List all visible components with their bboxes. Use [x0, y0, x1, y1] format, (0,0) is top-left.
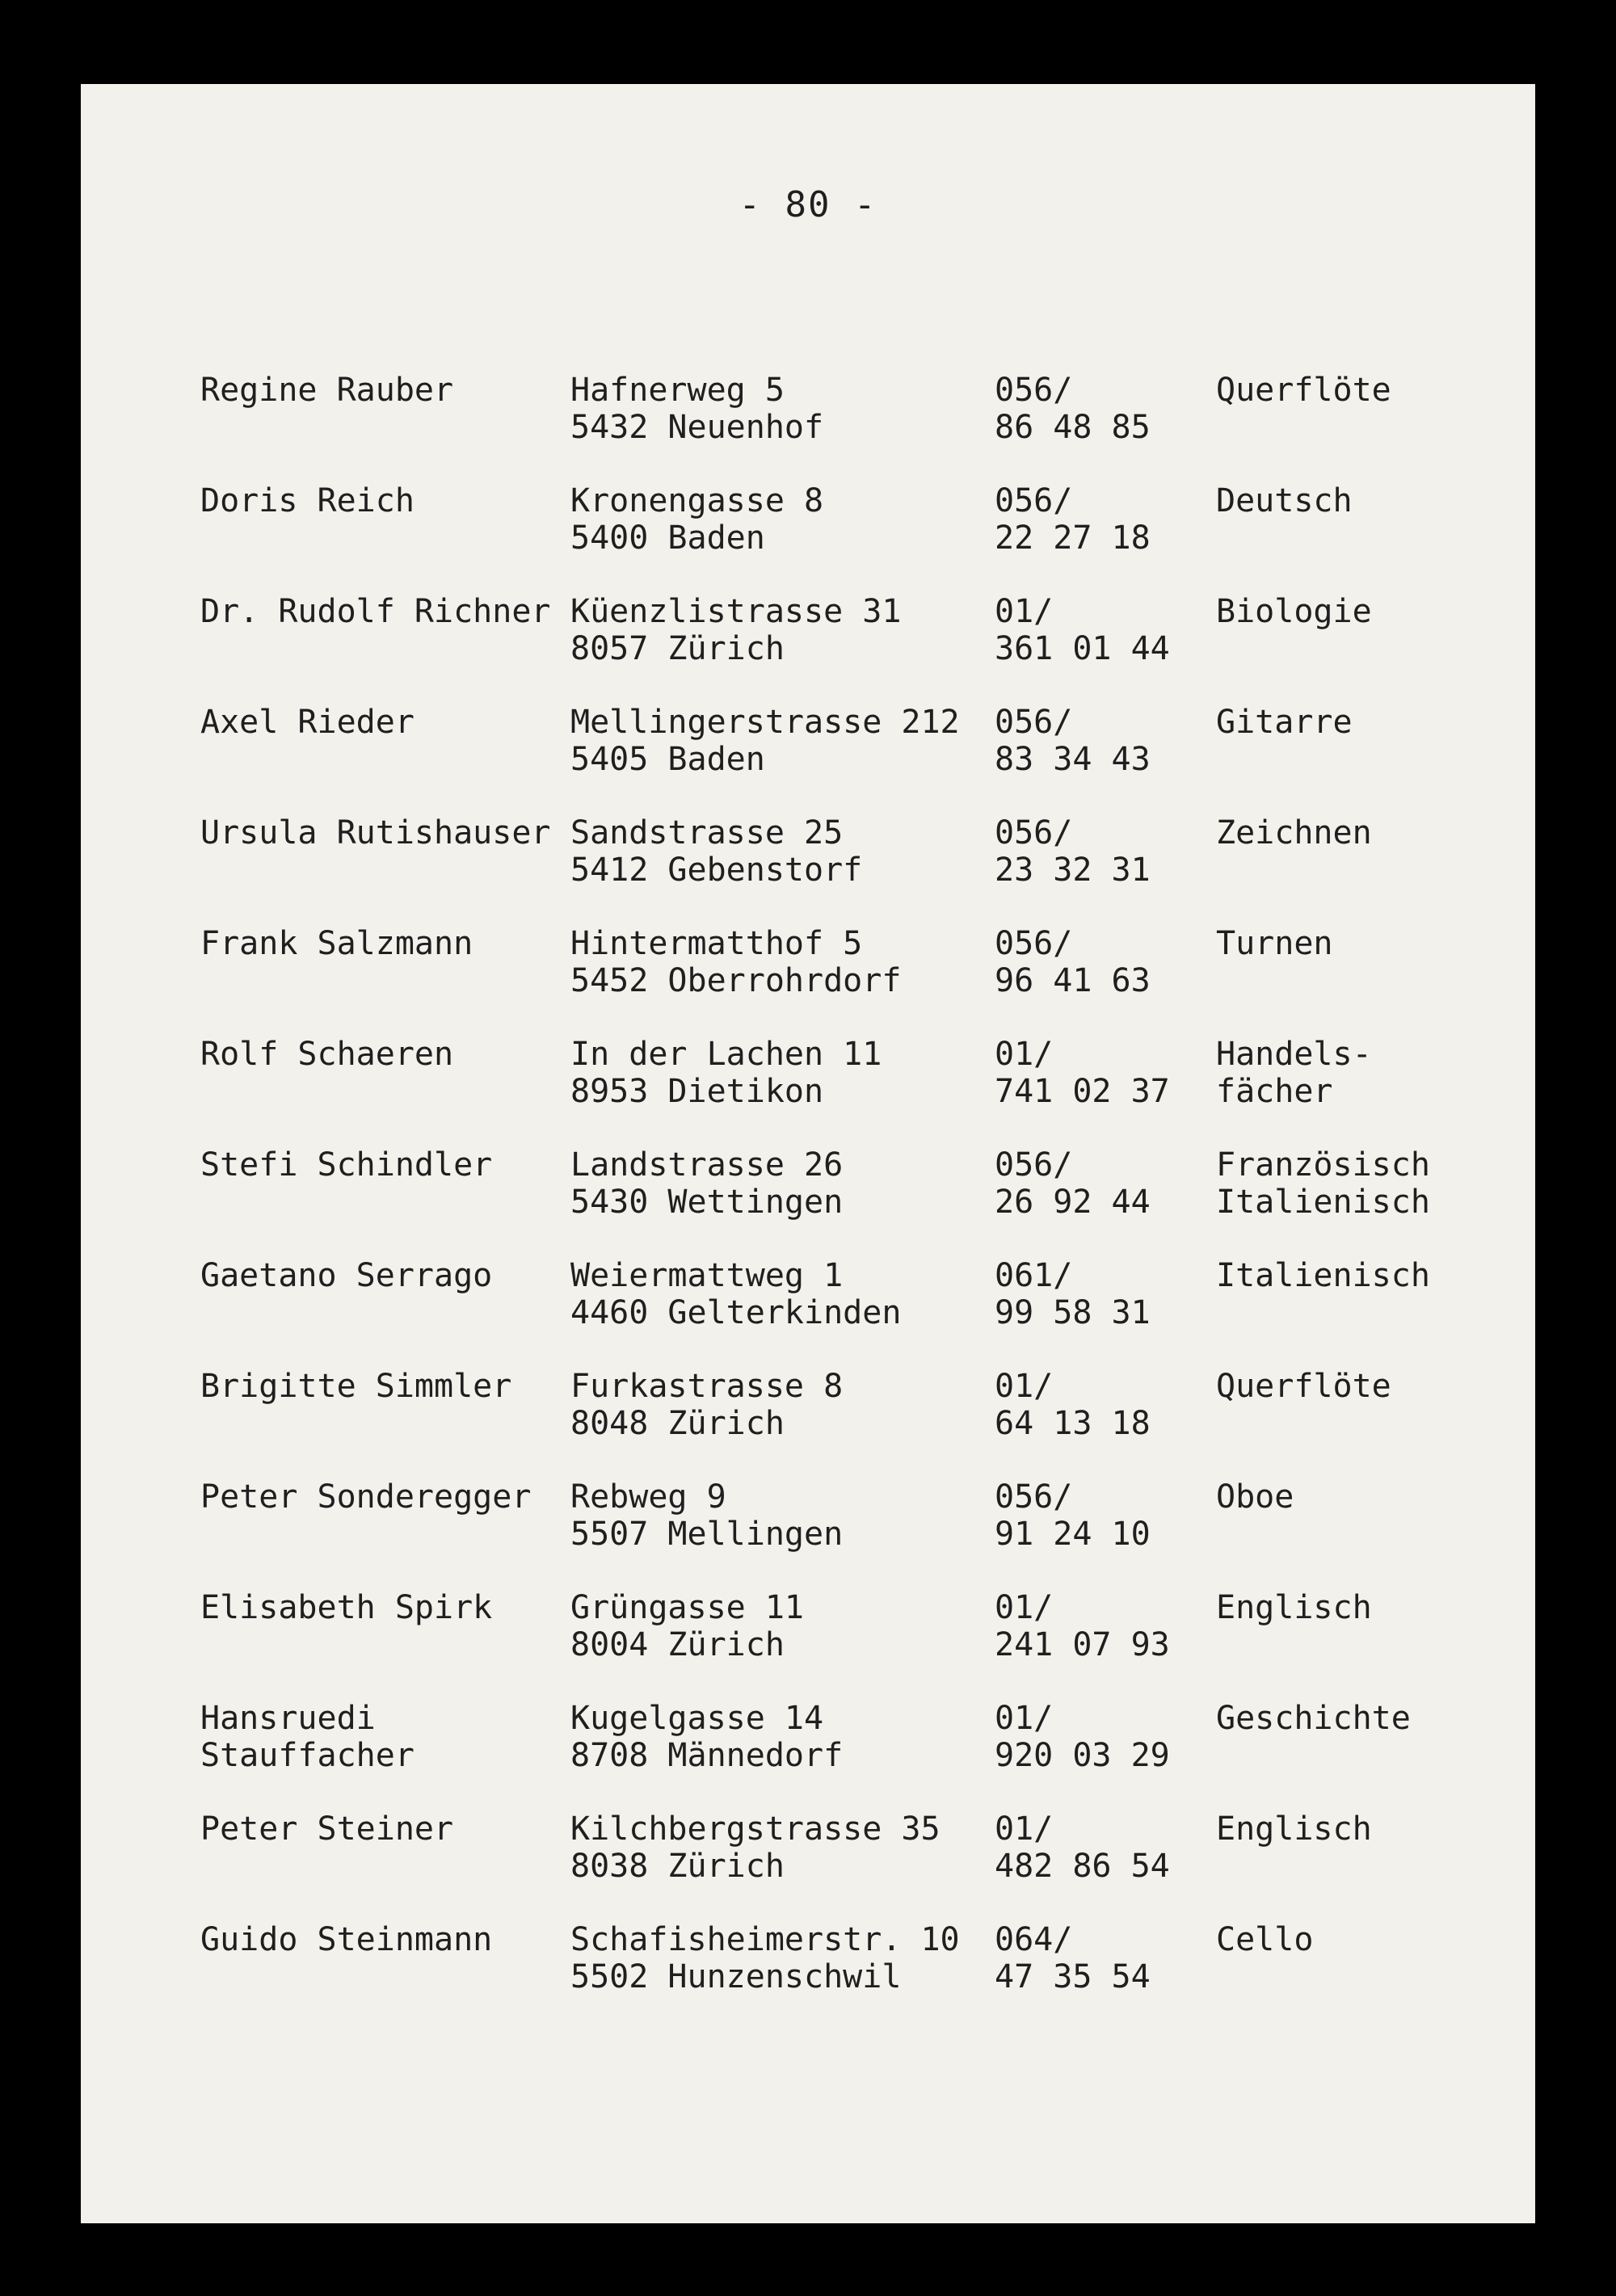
- entry-address: [570, 1810, 995, 1921]
- entry-address: [570, 704, 995, 814]
- entry-phone: [995, 704, 1216, 814]
- entry-subject-line: Oboe: [1216, 1478, 1294, 1516]
- entry-phone-line: 26 92 44: [995, 1184, 1151, 1221]
- entry-name-line: Guido Steinmann: [200, 1921, 493, 1958]
- entry-name: [200, 1478, 570, 1589]
- directory-list: [200, 372, 1509, 2032]
- entry-subject-line: Gitarre: [1216, 704, 1353, 741]
- entry-address-line: Küenzlistrasse 31: [570, 593, 902, 630]
- entry-address-line: Kugelgasse 14: [570, 1700, 824, 1737]
- entry-name-line: Ursula Rutishauser: [200, 814, 551, 852]
- entry-name: [200, 1589, 570, 1700]
- entry-address-line: Hintermatthof 5: [570, 925, 863, 962]
- directory-entry: [200, 1810, 1509, 1921]
- entry-address-line: Mellingerstrasse 212: [570, 704, 960, 741]
- directory-entry: [200, 372, 1509, 482]
- entry-phone-line: 91 24 10: [995, 1516, 1151, 1553]
- entry-phone: [995, 814, 1216, 925]
- directory-entry: [200, 482, 1509, 593]
- entry-subject: [1216, 1921, 1507, 2032]
- entry-subject-line: Englisch: [1216, 1810, 1372, 1848]
- entry-subject-line: Geschichte: [1216, 1700, 1411, 1737]
- entry-name-line: Stauffacher: [200, 1737, 415, 1774]
- entry-name: [200, 814, 570, 925]
- entry-subject-line: Cello: [1216, 1921, 1314, 1958]
- entry-subject: [1216, 1810, 1507, 1921]
- entry-address: [570, 1146, 995, 1257]
- entry-subject-line: Querflöte: [1216, 1368, 1391, 1405]
- directory-entry: [200, 925, 1509, 1036]
- entry-phone-line: 99 58 31: [995, 1294, 1151, 1331]
- entry-address-line: 5452 Oberrohrdorf: [570, 962, 902, 999]
- entry-name: [200, 1700, 570, 1810]
- directory-entry: [200, 593, 1509, 704]
- entry-phone: [995, 1589, 1216, 1700]
- entry-phone-line: 056/: [995, 1478, 1073, 1516]
- directory-entry: [200, 1257, 1509, 1368]
- entry-phone-line: 061/: [995, 1257, 1073, 1294]
- entry-name-line: Brigitte Simmler: [200, 1368, 512, 1405]
- entry-address-line: Sandstrasse 25: [570, 814, 844, 852]
- entry-subject-line: Turnen: [1216, 925, 1333, 962]
- entry-address-line: 8048 Zürich: [570, 1405, 785, 1442]
- entry-address: [570, 1478, 995, 1589]
- entry-address-line: 8057 Zürich: [570, 630, 785, 667]
- entry-address: [570, 925, 995, 1036]
- directory-entry: [200, 1146, 1509, 1257]
- entry-address-line: Landstrasse 26: [570, 1146, 844, 1184]
- entry-address-line: 5412 Gebenstorf: [570, 852, 863, 889]
- entry-subject: [1216, 372, 1507, 482]
- directory-entry: [200, 1921, 1509, 2032]
- entry-address: [570, 1700, 995, 1810]
- entry-address-line: 5507 Mellingen: [570, 1516, 844, 1553]
- entry-address-line: Kilchbergstrasse 35: [570, 1810, 941, 1848]
- entry-address-line: Hafnerweg 5: [570, 372, 785, 409]
- entry-phone-line: 01/: [995, 1700, 1054, 1737]
- entry-name-line: Hansruedi: [200, 1700, 376, 1737]
- directory-entry: [200, 704, 1509, 814]
- entry-address-line: 8004 Zürich: [570, 1626, 785, 1663]
- entry-subject: [1216, 814, 1507, 925]
- entry-phone-line: 056/: [995, 814, 1073, 852]
- entry-phone: [995, 372, 1216, 482]
- entry-address-line: 5430 Wettingen: [570, 1184, 844, 1221]
- entry-subject: [1216, 925, 1507, 1036]
- entry-subject: [1216, 1589, 1507, 1700]
- entry-address-line: 5405 Baden: [570, 741, 765, 778]
- entry-address-line: 5432 Neuenhof: [570, 409, 824, 446]
- entry-phone-line: 01/: [995, 593, 1054, 630]
- entry-address-line: Grüngasse 11: [570, 1589, 804, 1626]
- directory-entry: [200, 1036, 1509, 1146]
- entry-subject: [1216, 1146, 1507, 1257]
- entry-address-line: Weiermattweg 1: [570, 1257, 844, 1294]
- entry-phone-line: 056/: [995, 704, 1073, 741]
- entry-phone: [995, 1368, 1216, 1478]
- entry-subject-line: Biologie: [1216, 593, 1372, 630]
- entry-address-line: In der Lachen 11: [570, 1036, 882, 1073]
- directory-entry: [200, 1368, 1509, 1478]
- entry-name-line: Doris Reich: [200, 482, 415, 519]
- entry-address-line: Furkastrasse 8: [570, 1368, 844, 1405]
- entry-address-line: Schafisheimerstr. 10: [570, 1921, 960, 1958]
- entry-address-line: 5502 Hunzenschwil: [570, 1958, 902, 1995]
- entry-address: [570, 372, 995, 482]
- entry-name-line: Regine Rauber: [200, 372, 454, 409]
- entry-phone-line: 056/: [995, 925, 1073, 962]
- entry-name: [200, 925, 570, 1036]
- entry-phone-line: 83 34 43: [995, 741, 1151, 778]
- entry-subject: [1216, 1036, 1507, 1146]
- entry-phone-line: 056/: [995, 482, 1073, 519]
- entry-phone-line: 01/: [995, 1368, 1054, 1405]
- entry-address: [570, 1368, 995, 1478]
- entry-phone-line: 056/: [995, 1146, 1073, 1184]
- directory-entry: [200, 814, 1509, 925]
- entry-name: [200, 372, 570, 482]
- entry-address-line: 5400 Baden: [570, 519, 765, 557]
- entry-phone: [995, 1146, 1216, 1257]
- entry-subject-line: Deutsch: [1216, 482, 1353, 519]
- entry-address: [570, 1589, 995, 1700]
- entry-phone-line: 361 01 44: [995, 630, 1170, 667]
- entry-address: [570, 1257, 995, 1368]
- entry-phone-line: 741 02 37: [995, 1073, 1170, 1110]
- entry-name: [200, 1146, 570, 1257]
- entry-phone-line: 920 03 29: [995, 1737, 1170, 1774]
- entry-phone-line: 482 86 54: [995, 1848, 1170, 1885]
- entry-subject-line: Italienisch: [1216, 1257, 1430, 1294]
- entry-phone-line: 22 27 18: [995, 519, 1151, 557]
- entry-phone-line: 86 48 85: [995, 409, 1151, 446]
- entry-phone: [995, 1700, 1216, 1810]
- entry-subject: [1216, 704, 1507, 814]
- entry-name-line: Stefi Schindler: [200, 1146, 493, 1184]
- entry-phone-line: 64 13 18: [995, 1405, 1151, 1442]
- entry-address-line: Kronengasse 8: [570, 482, 824, 519]
- page-number: - 80 -: [739, 184, 877, 225]
- entry-name-line: Peter Sonderegger: [200, 1478, 532, 1516]
- entry-phone-line: 056/: [995, 372, 1073, 409]
- entry-phone-line: 01/: [995, 1589, 1054, 1626]
- entry-phone: [995, 482, 1216, 593]
- entry-phone: [995, 1478, 1216, 1589]
- entry-address: [570, 593, 995, 704]
- entry-name-line: Dr. Rudolf Richner: [200, 593, 551, 630]
- entry-phone: [995, 1810, 1216, 1921]
- directory-entry: [200, 1478, 1509, 1589]
- entry-name-line: Axel Rieder: [200, 704, 415, 741]
- entry-name: [200, 1036, 570, 1146]
- entry-address-line: Rebweg 9: [570, 1478, 726, 1516]
- entry-subject-line: Querflöte: [1216, 372, 1391, 409]
- entry-phone: [995, 1921, 1216, 2032]
- entry-phone-line: 064/: [995, 1921, 1073, 1958]
- entry-address-line: 8038 Zürich: [570, 1848, 785, 1885]
- document-page: [81, 84, 1535, 2223]
- entry-subject-line: Zeichnen: [1216, 814, 1372, 852]
- entry-subject: [1216, 1257, 1507, 1368]
- entry-name: [200, 593, 570, 704]
- entry-phone: [995, 925, 1216, 1036]
- entry-name-line: Rolf Schaeren: [200, 1036, 454, 1073]
- entry-name: [200, 1921, 570, 2032]
- entry-phone-line: 47 35 54: [995, 1958, 1151, 1995]
- entry-phone: [995, 1257, 1216, 1368]
- entry-address: [570, 814, 995, 925]
- entry-name-line: Gaetano Serrago: [200, 1257, 493, 1294]
- entry-subject-line: Handels-: [1216, 1036, 1372, 1073]
- entry-phone-line: 241 07 93: [995, 1626, 1170, 1663]
- entry-address: [570, 1036, 995, 1146]
- entry-phone-line: 23 32 31: [995, 852, 1151, 889]
- entry-subject-line: Englisch: [1216, 1589, 1372, 1626]
- directory-entry: [200, 1700, 1509, 1810]
- entry-subject-line: Französisch: [1216, 1146, 1430, 1184]
- entry-subject: [1216, 1478, 1507, 1589]
- entry-name: [200, 704, 570, 814]
- entry-address: [570, 482, 995, 593]
- entry-name: [200, 1810, 570, 1921]
- entry-subject: [1216, 593, 1507, 704]
- entry-subject: [1216, 1700, 1507, 1810]
- entry-name: [200, 1368, 570, 1478]
- entry-name-line: Frank Salzmann: [200, 925, 473, 962]
- entry-subject-line: Italienisch: [1216, 1184, 1430, 1221]
- entry-address-line: 8953 Dietikon: [570, 1073, 824, 1110]
- entry-subject-line: fächer: [1216, 1073, 1333, 1110]
- entry-phone-line: 01/: [995, 1036, 1054, 1073]
- entry-name-line: Peter Steiner: [200, 1810, 454, 1848]
- entry-phone: [995, 593, 1216, 704]
- entry-subject: [1216, 1368, 1507, 1478]
- entry-address: [570, 1921, 995, 2032]
- entry-address-line: 4460 Gelterkinden: [570, 1294, 902, 1331]
- entry-name: [200, 1257, 570, 1368]
- entry-subject: [1216, 482, 1507, 593]
- entry-phone-line: 01/: [995, 1810, 1054, 1848]
- entry-name-line: Elisabeth Spirk: [200, 1589, 493, 1626]
- entry-phone-line: 96 41 63: [995, 962, 1151, 999]
- entry-name: [200, 482, 570, 593]
- entry-address-line: 8708 Männedorf: [570, 1737, 844, 1774]
- directory-entry: [200, 1589, 1509, 1700]
- entry-phone: [995, 1036, 1216, 1146]
